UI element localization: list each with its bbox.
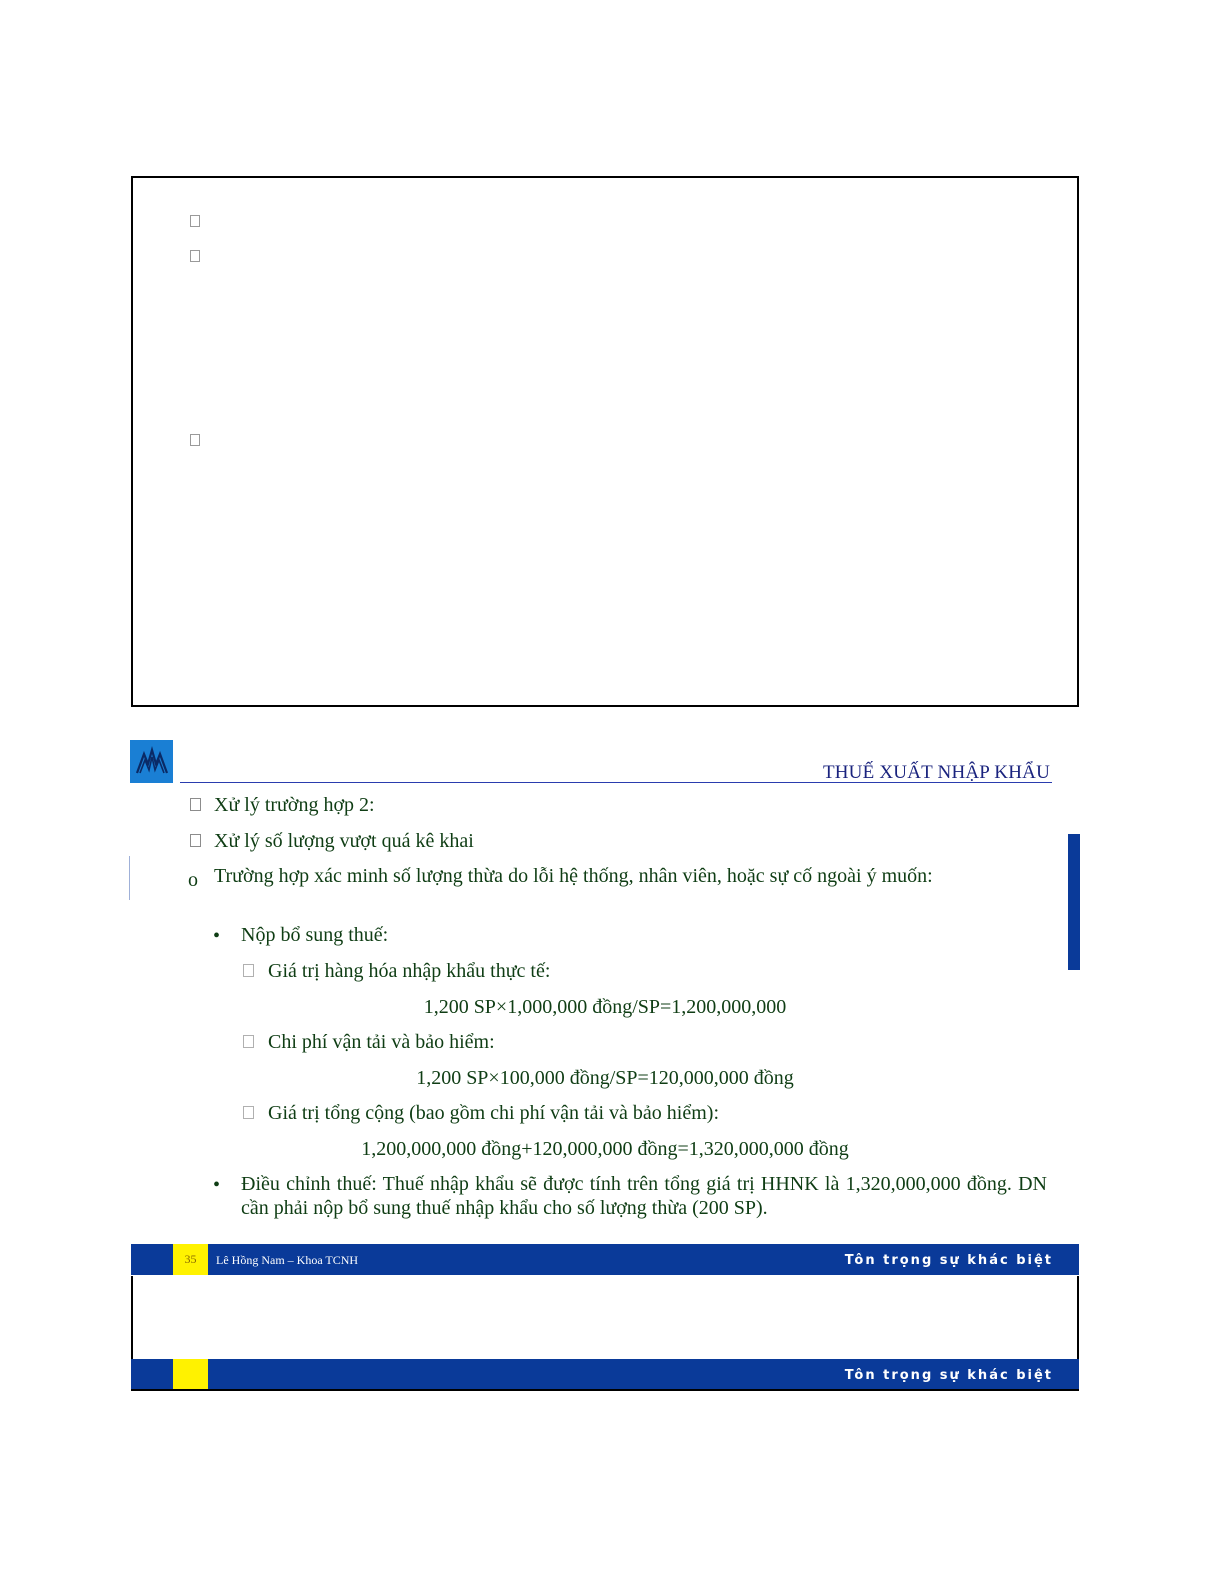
footer-slogan-bottom: Tôn trọng sự khác biệt bbox=[844, 1368, 1053, 1383]
square-bullet-icon bbox=[190, 798, 201, 811]
circle-bullet-marker: o bbox=[188, 869, 198, 891]
empty-bullet-icon bbox=[190, 434, 200, 446]
sub-item-tax-adjustment: Điều chỉnh thuế: Thuế nhập khẩu sẽ được tính trên tổng giá trị HHNK là 1,320,000,000 đồng. DN cần phải nộp bổ sung thuế nhập khẩu cho số lượng thừa (200 SP). bbox=[241, 1173, 1047, 1219]
dot-bullet: • bbox=[213, 925, 221, 947]
dot-bullet: • bbox=[213, 1174, 221, 1196]
page-number-box-bottom bbox=[173, 1359, 208, 1390]
page-number: 35 bbox=[184, 1252, 197, 1266]
item-excess-quantity: Xử lý số lượng vượt quá kê khai bbox=[214, 830, 474, 852]
side-accent-bar bbox=[1068, 834, 1080, 970]
case-description: Trường hợp xác minh số lượng thừa do lỗi hệ thống, nhân viên, hoặc sự cố ngoài ý muốn: bbox=[214, 865, 933, 887]
footer-border-right bbox=[1077, 1276, 1079, 1360]
footer-author: Lê Hồng Nam – Khoa TCNH bbox=[216, 1253, 359, 1267]
square-bullet-icon bbox=[190, 834, 201, 847]
formula-total-value: 1,200,000,000 đồng+120,000,000 đồng=1,320,000,000 đồng bbox=[361, 1138, 849, 1160]
detail-actual-value: Giá trị hàng hóa nhập khẩu thực tế: bbox=[268, 960, 551, 982]
square-bullet-icon bbox=[243, 964, 254, 977]
page-title: THUẾ XUẤT NHẬP KHẨU bbox=[822, 762, 1050, 783]
square-bullet-icon bbox=[243, 1106, 254, 1119]
square-bullet-icon bbox=[243, 1035, 254, 1048]
footer-slogan: Tôn trọng sự khác biệt bbox=[844, 1253, 1053, 1268]
university-logo bbox=[130, 740, 173, 783]
footer-border-left bbox=[131, 1276, 133, 1360]
mountain-logo-icon bbox=[130, 740, 173, 783]
detail-total-value: Giá trị tổng cộng (bao gồm chi phí vận tải và bảo hiểm): bbox=[268, 1102, 719, 1124]
empty-bullet-icon bbox=[190, 250, 200, 262]
detail-transport-insurance: Chi phí vận tải và bảo hiểm: bbox=[268, 1031, 495, 1053]
formula-transport-insurance: 1,200 SP×100,000 đồng/SP=120,000,000 đồng bbox=[416, 1067, 794, 1089]
left-accent-line bbox=[129, 856, 130, 900]
empty-bullet-icon bbox=[190, 215, 200, 227]
formula-actual-value: 1,200 SP×1,000,000 đồng/SP=1,200,000,000 bbox=[423, 996, 787, 1018]
item-case-2: Xử lý trường hợp 2: bbox=[214, 794, 375, 816]
bottom-border bbox=[131, 1389, 1079, 1391]
previous-slide-frame bbox=[131, 176, 1079, 707]
sub-item-additional-tax: Nộp bổ sung thuế: bbox=[241, 924, 389, 946]
